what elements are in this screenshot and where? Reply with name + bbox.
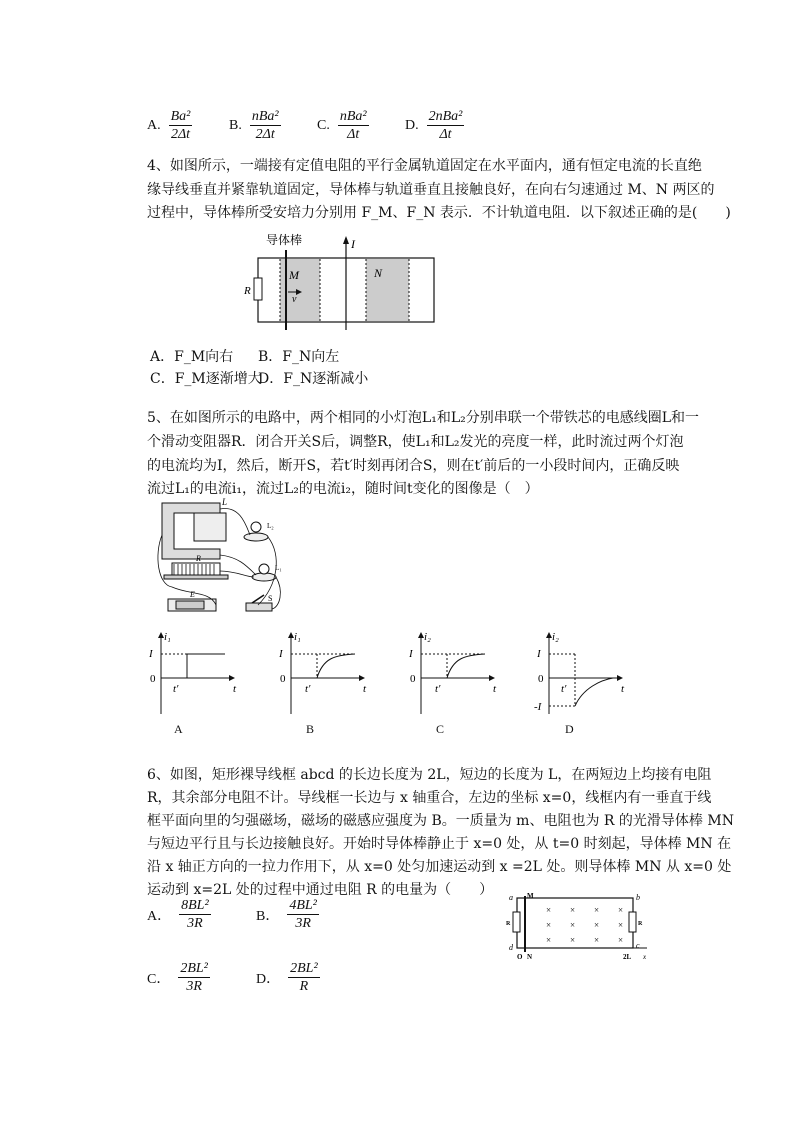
q6-option-a: A． $\frac{\text{8BL²}}{3R}$ (147, 898, 209, 931)
field-cross: × (570, 905, 576, 915)
q3-option-d: D. $\frac{\text{2nBa²}}{\Delta t}$ (405, 109, 463, 142)
y-axis-name: i₂ (552, 631, 559, 643)
field-cross: × (594, 920, 600, 930)
x-arrow (229, 675, 235, 681)
x-arrow (489, 675, 495, 681)
lamp-l2 (251, 522, 261, 532)
svg-text:M: M (289, 268, 299, 282)
q4-option-a: A．F_M向右 (150, 349, 234, 365)
svg-text:R: R (506, 921, 511, 927)
svg-text:R: R (196, 554, 201, 563)
curve (317, 654, 355, 678)
t-label: t (621, 683, 625, 695)
svg-text:S: S (268, 594, 273, 603)
q6-line-6: 运动到 x=2L 处的过程中通过电阻 R 的电量为（ ） (147, 882, 494, 898)
q5-line-2: 个滑动变阻器R．闭合开关S后，调整R，使L₁和L₂发光的亮度一样，此时流过两个灯泡 (147, 434, 684, 450)
q3-option-a: A. $\frac{\text{Ba²}}{2\Delta t}$ (147, 109, 191, 142)
q6-option-c: C． $\frac{\text{2BL²}}{3R}$ (147, 961, 208, 994)
tp-label: t′ (435, 683, 441, 695)
tp-label: t′ (561, 683, 567, 695)
q6-option-b: B． $\frac{\text{4BL²}}{3R}$ (256, 898, 317, 931)
svg-text:d: d (509, 943, 513, 952)
zero-label: 0 (150, 673, 156, 685)
y-axis-name: i₁ (164, 631, 171, 643)
q6-line-1: 6、如图，矩形裸导线框 abcd 的长边长度为 2L，短边的长度为 L，在两短边上均接有电阻 (147, 767, 712, 783)
svg-text:N: N (374, 266, 383, 280)
svg-text:2L: 2L (623, 953, 632, 961)
graph-b (278, 631, 367, 714)
field-cross: × (546, 935, 552, 945)
curve (447, 654, 485, 678)
q4-line-3: 过程中，导体棒所受安培力分别用 F_M、F_N 表示．不计轨道电阻．以下叙述正确的是( ) (147, 205, 731, 221)
q6-line-2: R，其余部分电阻不计。导线框一长边与 x 轴重合，左边的坐标 x=0，线框内有一垂直于线 (147, 790, 712, 806)
svg-text:x: x (643, 953, 647, 961)
x-arrow (359, 675, 365, 681)
graph-label-c: C (436, 722, 445, 736)
field-cross: × (546, 905, 552, 915)
svg-text:I: I (351, 237, 355, 251)
q4-figure (240, 232, 440, 332)
svg-text:L₂: L₂ (267, 522, 274, 530)
y-axis-name: i₂ (424, 631, 431, 643)
graph-label-d: D (565, 722, 574, 736)
svg-text:R: R (244, 285, 251, 297)
field-cross: × (570, 935, 576, 945)
q4-line-2: 缘导线垂直并紧靠轨道固定，导体棒与轨道垂直且接触良好，在向右匀速通过 M、N 两区的 (147, 182, 715, 198)
region-n (366, 259, 409, 321)
q5-line-4: 流过L₁的电流i₁，流过L₂的电流i₂，随时间t变化的图像是（ ） (147, 481, 539, 497)
tp-label: t′ (173, 683, 179, 695)
svg-text:L₁: L₁ (275, 564, 282, 572)
graph-label-a: A (174, 722, 183, 736)
lamp-l1 (259, 564, 269, 574)
q3-option-c: C. $\frac{\text{nBa²}}{\Delta t}$ (317, 109, 367, 142)
t-label: t (233, 683, 237, 695)
curve (575, 678, 613, 706)
q6-line-5: 沿 x 轴正方向的一拉力作用下，从 x=0 处匀加速运动到 x =2L 处。则导体棒 MN 从 x=0 处 (147, 859, 732, 875)
tp-label: t′ (305, 683, 311, 695)
svg-text:a: a (509, 893, 513, 902)
svg-text:N: N (527, 953, 533, 961)
graph-d (534, 631, 625, 714)
q6-figure (503, 892, 653, 962)
q4-option-b: B．F_N向左 (258, 349, 340, 365)
neg-i-label: -I (534, 701, 542, 713)
q6-option-d: D． $\frac{\text{2BL²}}{R}$ (256, 961, 318, 994)
field-cross: × (546, 920, 552, 930)
field-cross: × (594, 935, 600, 945)
i-label: I (537, 648, 541, 660)
q6-line-4: 与短边平行且与长边接触良好。开始时导体棒静止于 x=0 处，从 t=0 时刻起，导体棒 MN 在 (147, 836, 732, 852)
zero-label: 0 (410, 673, 416, 685)
graph-a (148, 631, 237, 714)
resistor (254, 278, 262, 300)
q4-line-1: 4、如图所示，一端接有定值电阻的平行金属轨道固定在水平面内，通有恒定电流的长直绝 (147, 158, 702, 174)
field-cross: × (618, 920, 624, 930)
q3-option-b: B. $\frac{\text{nBa²}}{2\Delta t}$ (229, 109, 279, 142)
zero-label: 0 (280, 673, 286, 685)
svg-text:E: E (190, 590, 195, 599)
q4-option-c: C．F_M逐渐增大 (150, 371, 262, 387)
svg-text:R: R (638, 921, 643, 927)
svg-text:c: c (636, 941, 640, 950)
t-label: t (493, 683, 497, 695)
svg-text:L: L (222, 497, 228, 507)
field-cross: × (570, 920, 576, 930)
q6-line-3: 框平面向里的匀强磁场，磁场的磁感应强度为 B。一质量为 m、电阻也为 R 的光滑导体棒 MN (147, 813, 734, 829)
field-cross: × (594, 905, 600, 915)
q4-option-d: D．F_N逐渐减小 (258, 371, 369, 387)
resistor-right (629, 912, 636, 932)
rod-label: 导体棒 (266, 233, 303, 247)
graph-c (408, 631, 497, 714)
graph-label-b: B (306, 722, 315, 736)
resistor-left (513, 912, 520, 932)
q5-graphs (135, 628, 635, 720)
i-label: I (149, 648, 153, 660)
field-cross: × (618, 935, 624, 945)
y-axis-name: i₁ (294, 631, 301, 643)
svg-text:v: v (292, 294, 297, 305)
t-label: t (363, 683, 367, 695)
svg-text:b: b (636, 893, 640, 902)
svg-text:O: O (517, 953, 523, 961)
x-arrow (617, 675, 623, 681)
svg-text:M: M (527, 892, 534, 900)
field-cross: × (618, 905, 624, 915)
i-label: I (279, 648, 283, 660)
q5-line-3: 的电流均为I，然后，断开S，若t′时刻再闭合S，则在t′前后的一小段时间内，正确反映 (147, 458, 680, 474)
q5-line-1: 5、在如图所示的电路中，两个相同的小灯泡L₁和L₂分别串联一个带铁芯的电感线圈L和一 (147, 410, 700, 426)
i-label: I (409, 648, 413, 660)
zero-label: 0 (538, 673, 544, 685)
q5-circuit-figure (150, 495, 290, 619)
